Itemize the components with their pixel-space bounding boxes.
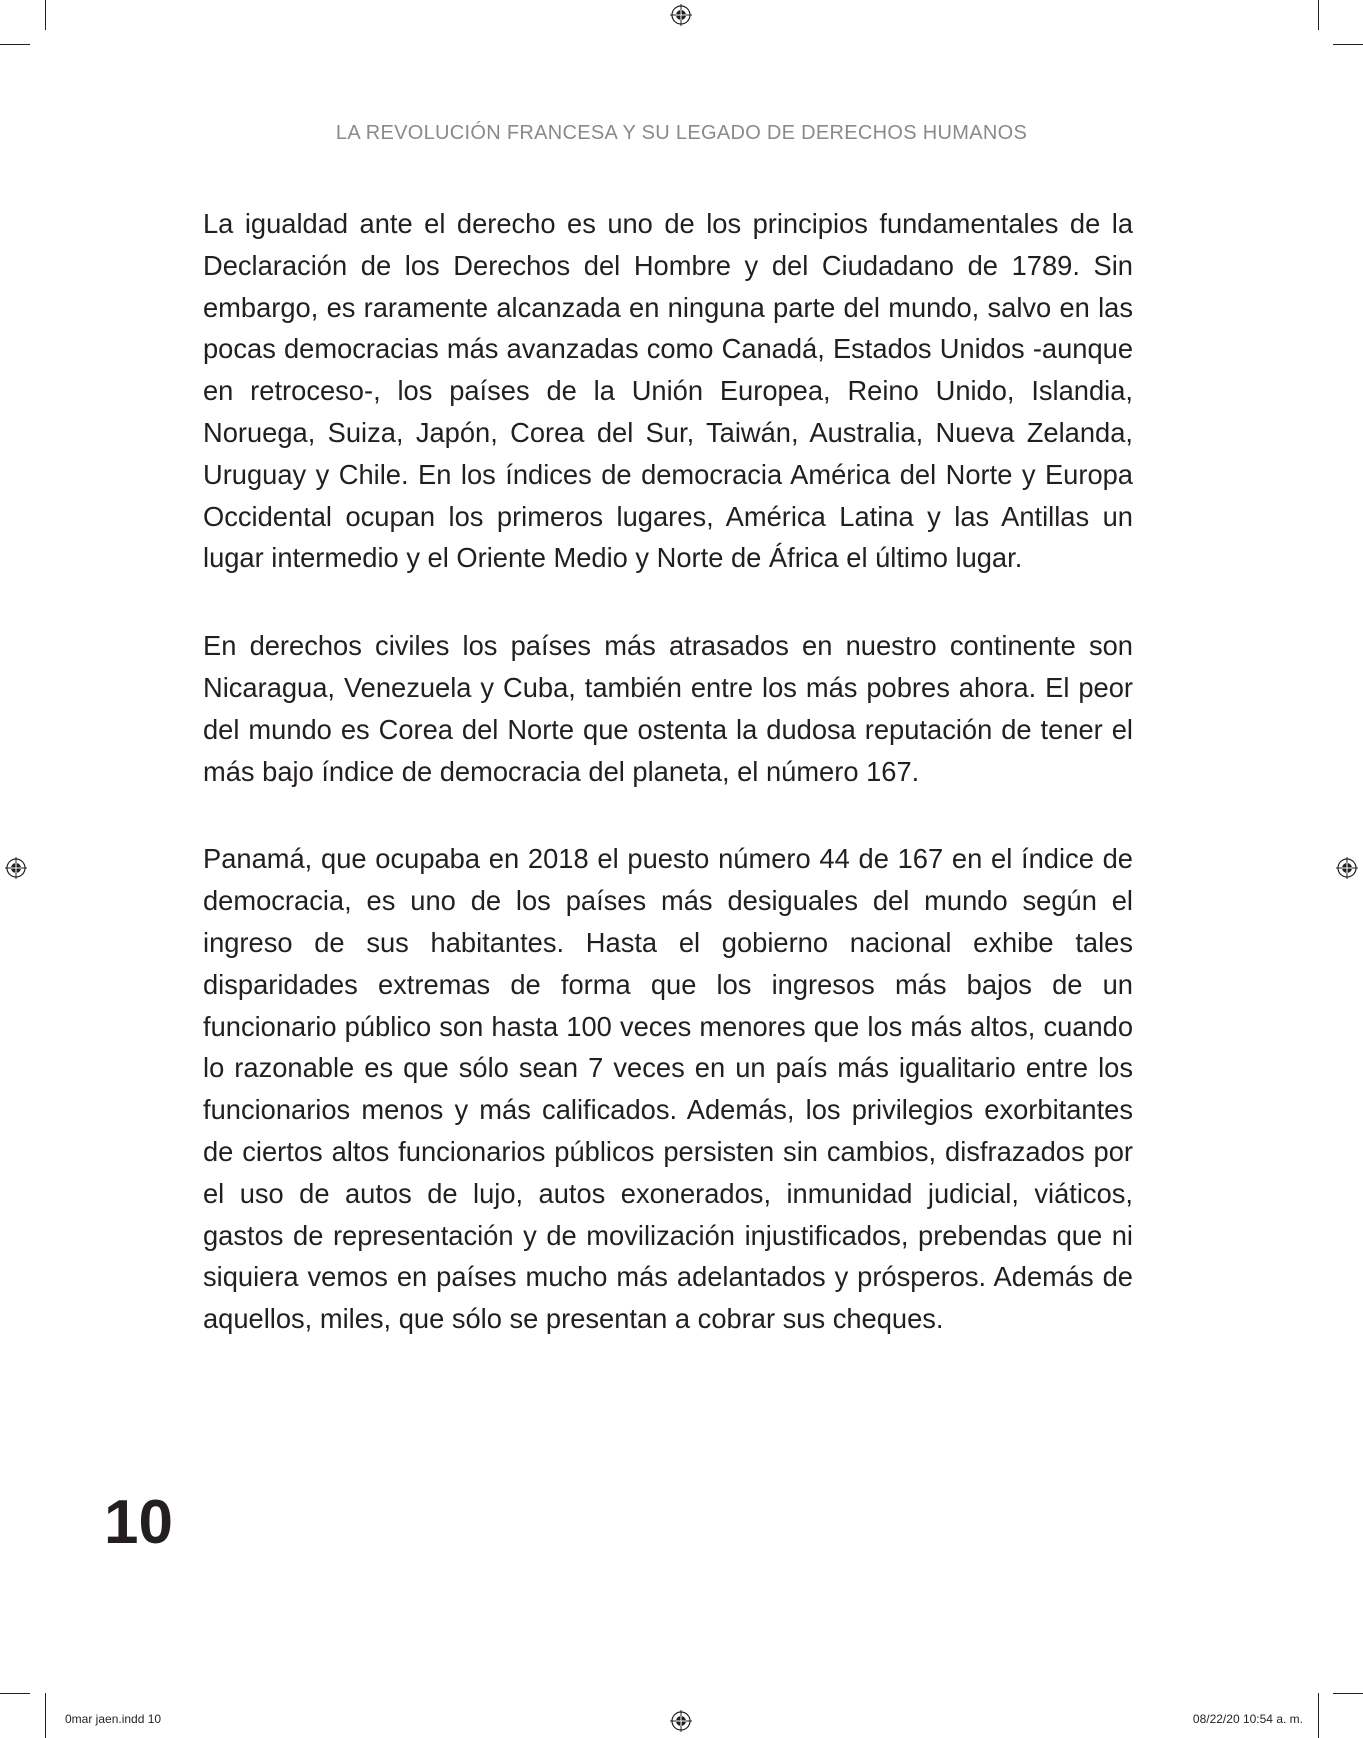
paragraph: En derechos civiles los países más atrasados en nuestro continente son Nicaragua, Venezuela y Cuba, también entre los más pobres ahora. El peor del mundo es Corea del Norte que ostenta la dudosa reputación de tener el más bajo índice de democracia del planeta, el número 167. <box>203 630 1133 787</box>
page-number: 10 <box>104 1488 173 1557</box>
registration-mark-icon <box>5 857 27 879</box>
crop-mark-bottom-left-horizontal <box>0 1693 30 1694</box>
slug-file-info: 0mar jaen.indd 10 <box>65 1712 162 1726</box>
registration-mark-icon <box>670 4 692 26</box>
crop-mark-top-left-vertical <box>45 0 46 30</box>
paragraph: Panamá, que ocupaba en 2018 el puesto número 44 de 167 en el índice de democracia, es uno de los países más desiguales del mundo según el ingreso de sus habitantes. Hasta el gobierno nacional exhibe tales disparidades extremas de forma que los ingresos más bajos de un funcionario público son hasta 100 veces menores que los más altos, cuando lo razonable es que sólo sean 7 veces en un país más igualitario entre los funcionarios menos y más calificados. Además, los privilegios exorbitantes de ciertos altos funcionarios públicos persisten sin cambios, disfrazados por el uso de autos de lujo, autos exonerados, inmunidad judicial, viáticos, gastos de representación y de movilización injustificados, prebendas que ni siquiera vemos en países mucho más adelantados y prósperos. Además de aquellos, miles, que sólo se presentan a cobrar sus cheques. <box>203 843 1133 1335</box>
crop-mark-bottom-right-horizontal <box>1333 1693 1363 1694</box>
crop-mark-bottom-right-vertical <box>1318 1693 1319 1738</box>
paragraph: La igualdad ante el derecho es uno de los principios fundamentales de la Declaración de los Derechos del Hombre y del Ciudadano de 1789. Sin embargo, es raramente alcanzada en ninguna parte del mundo, salvo en las pocas democracias más avanzadas como Canadá, Estados Unidos -aunque en retroceso-, los países de la Unión Europea, Reino Unido, Islandia, Noruega, Suiza, Japón, Corea del Sur, Taiwán, Australia, Nueva Zelanda, Uruguay y Chile. En los índices de democracia América del Norte y Europa Occidental ocupan los primeros lugares, América Latina y las Antillas un lugar intermedio y el Oriente Medio y Norte de África el último lugar. <box>203 208 1133 574</box>
registration-mark-icon <box>1336 857 1358 879</box>
crop-mark-top-left-horizontal <box>0 44 30 45</box>
registration-mark-icon <box>670 1710 692 1732</box>
body-text <box>203 203 1133 1340</box>
crop-mark-bottom-left-vertical <box>45 1693 46 1738</box>
crop-mark-top-right-horizontal <box>1333 44 1363 45</box>
running-head: LA REVOLUCIÓN FRANCESA Y SU LEGADO DE DERECHOS HUMANOS <box>335 122 1028 144</box>
slug-timestamp: 08/22/20 10:54 a. m. <box>1192 1712 1303 1726</box>
crop-mark-top-right-vertical <box>1318 0 1319 30</box>
